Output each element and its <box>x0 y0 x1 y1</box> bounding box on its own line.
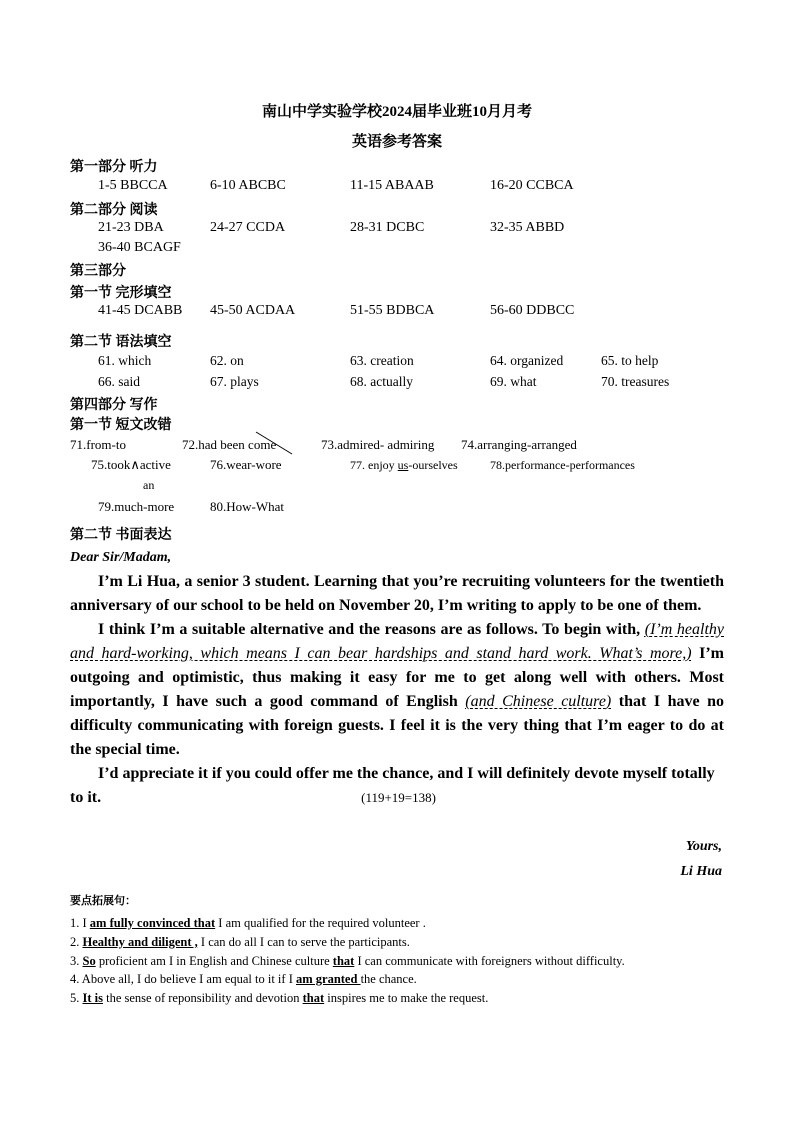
grammar-answer: 64. organized <box>490 353 564 368</box>
document-title: 南山中学实验学校2024届毕业班10月月考 <box>261 104 532 120</box>
part3-heading: 第三部分 <box>70 264 126 279</box>
points-heading: 要点拓展句： <box>70 895 136 907</box>
letter-signature: Li Hua <box>680 864 722 879</box>
part1-answer: 11-15 ABAAB <box>350 178 434 193</box>
correction-answer: 75.took∧active <box>91 457 171 472</box>
cloze-answer: 56-60 DDBCC <box>490 303 575 318</box>
essay-paragraph: I think I’m a suitable alternative and the reasons are as follows. To begin with, (I’m healthy and hard-working, which means I can bear hardships and stand hard work. What’s more,) I’m outgoing and optimistic, thus making it easy for me to get along well with others. Most importantly, I have such a good command of English (and Chinese culture) that I have no difficulty communicating with foreign guests. I feel it is the very thing that I’m eager to do at the special time. <box>70 621 725 758</box>
point-item: 4. Above all, I do believe I am equal to it if I am granted the chance. <box>70 972 417 986</box>
part2-answer: 21-23 DBA <box>98 220 164 235</box>
part4-section1-heading: 第一节 短文改错 <box>70 418 172 433</box>
grammar-answer: 61. which <box>98 353 152 368</box>
part1-answer: 6-10 ABCBC <box>210 178 286 193</box>
part1-answer: 1-5 BBCCA <box>98 178 168 193</box>
correction-answer: 79.much-more <box>98 499 175 514</box>
correction-answer: 80.How-What <box>210 499 285 514</box>
essay-paragraph: I’m Li Hua, a senior 3 student. Learning that you’re recruiting volunteers for the twentieth anniversary of our school to be held on November 20, I’m writing to apply to be one of them. <box>70 573 724 614</box>
insertion-word: an <box>143 478 155 492</box>
part1-answer: 16-20 CCBCA <box>490 178 574 193</box>
essay-paragraph: I’d appreciate it if you could offer me the chance, and I will definitely devote myself totally to it. (119+19=138) <box>70 762 724 810</box>
letter-closing: Yours, <box>685 839 722 854</box>
part1-heading: 第一部分 听力 <box>70 160 158 175</box>
optional-expansion: (I’m healthy and hard-working, which means I can bear hardships and stand hard work. What’s more,) <box>70 621 725 662</box>
points-list <box>70 914 720 1008</box>
optional-expansion: (and Chinese culture) <box>465 693 612 710</box>
point-item: 2. Healthy and diligent , I can do all I can to serve the participants. <box>70 935 410 949</box>
part2-answer: 28-31 DCBC <box>350 220 425 235</box>
grammar-answer: 70. treasures <box>601 374 670 389</box>
part2-answer: 36-40 BCAGF <box>98 240 181 255</box>
essay-body <box>70 570 724 810</box>
part4-heading: 第四部分 写作 <box>70 398 158 413</box>
grammar-answer: 65. to help <box>601 353 659 368</box>
part4-section2-heading: 第二节 书面表达 <box>70 528 172 543</box>
correction-answer: 76.wear-wore <box>210 457 282 472</box>
grammar-answer: 62. on <box>210 353 244 368</box>
grammar-answer: 69. what <box>490 374 537 389</box>
correction-answer: 78.performance-performances <box>490 458 635 472</box>
point-item: 5. It is the sense of reponsibility and devotion that inspires me to make the request. <box>70 991 489 1005</box>
letter-greeting: Dear Sir/Madam, <box>70 550 172 565</box>
cloze-answer: 51-55 BDBCA <box>350 303 435 318</box>
correction-answer: 73.admired- admiring <box>321 437 435 452</box>
correction-answer: 74.arranging-arranged <box>461 437 577 452</box>
correction-answer: 72.had been come <box>182 437 277 452</box>
cloze-answer: 41-45 DCABB <box>98 303 183 318</box>
document-subtitle: 英语参考答案 <box>351 134 442 150</box>
part3-section1-heading: 第一节 完形填空 <box>70 286 172 301</box>
part3-section2-heading: 第二节 语法填空 <box>70 335 172 350</box>
grammar-answer: 67. plays <box>210 374 259 389</box>
part2-answer: 32-35 ABBD <box>490 220 565 235</box>
grammar-answer: 63. creation <box>350 353 414 368</box>
part2-answer: 24-27 CCDA <box>210 220 286 235</box>
word-count: (119+19=138) <box>361 790 436 805</box>
point-item: 3. So proficient am I in English and Chinese culture that I can communicate with foreigners without difficulty. <box>70 954 625 968</box>
part2-heading: 第二部分 阅读 <box>70 203 158 218</box>
grammar-answer: 68. actually <box>350 374 413 389</box>
correction-answer: 77. enjoy us-ourselves <box>350 458 458 472</box>
cloze-answer: 45-50 ACDAA <box>210 303 296 318</box>
strikethrough-mark <box>254 430 294 456</box>
correction-answer: 71.from-to <box>70 437 126 452</box>
grammar-answer: 66. said <box>98 374 140 389</box>
point-item: 1. I am fully convinced that I am qualified for the required volunteer . <box>70 916 426 930</box>
